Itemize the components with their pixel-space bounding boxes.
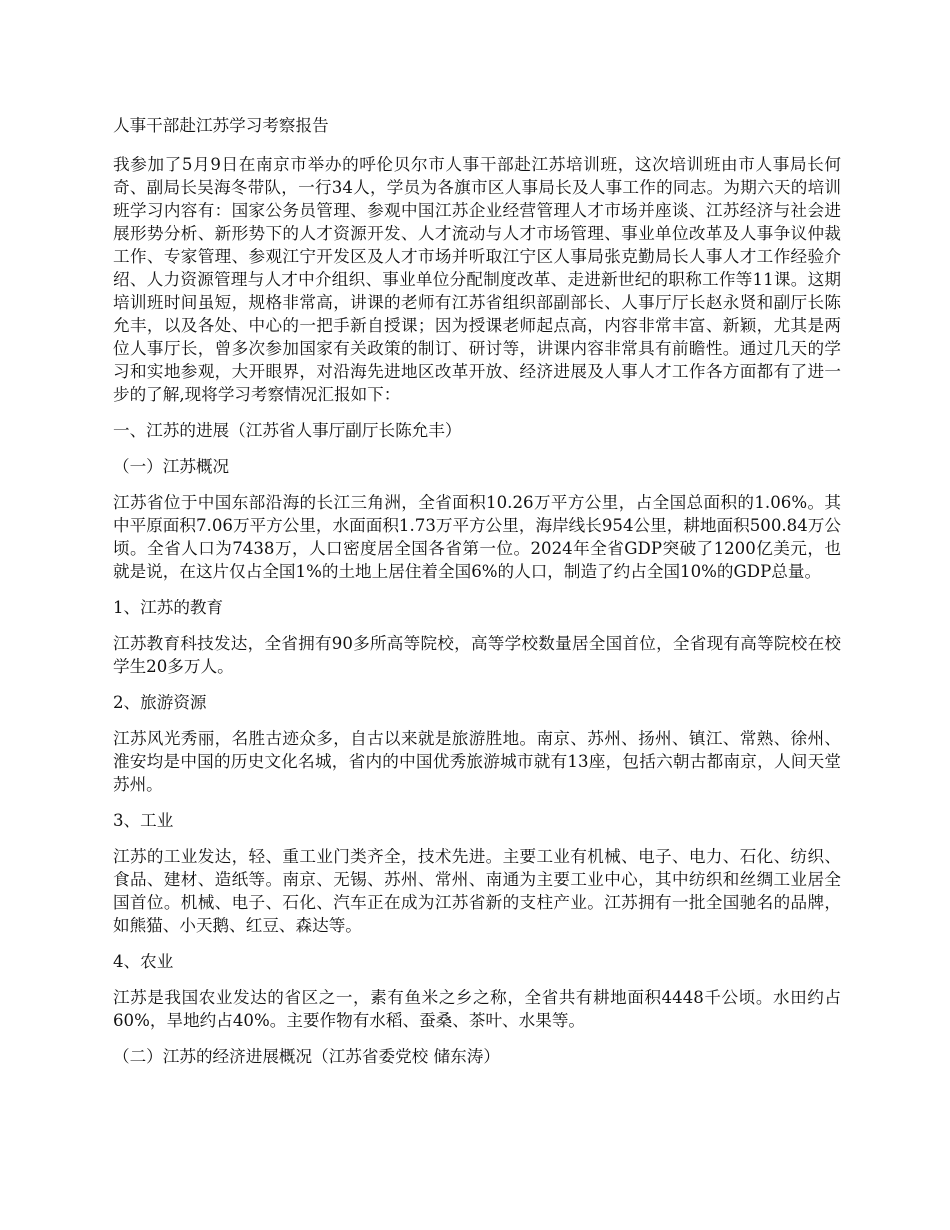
- section-1-heading: 一、江苏的进展（江苏省人事厅副厅长陈允丰）: [113, 421, 462, 440]
- education-heading: 1、江苏的教育: [113, 598, 224, 617]
- subsection-2-heading: （二）江苏的经济进展概况（江苏省委党校 储东涛）: [113, 1047, 500, 1066]
- industry-heading: 3、工业: [113, 811, 174, 830]
- industry-paragraph: 江苏的工业发达，轻、重工业门类齐全，技术先进。主要工业有机械、电子、电力、石化、纺织、食品、建材、造纸等。南京、无锡、苏州、常州、南通为主要工业中心，其中纺织和丝绸工业居全国首位。机械、电子、石化、汽车正在成为江苏省新的支柱产业。江苏拥有一批全国驰名的品牌，如熊猫、小天鹅、红豆、森达等。: [113, 847, 841, 935]
- document-title: 人事干部赴江苏学习考察报告: [113, 116, 329, 135]
- agriculture-paragraph: 江苏是我国农业发达的省区之一，素有鱼米之乡之称，全省共有耕地面积4448千公顷。水田约占60%，旱地约占40%。主要作物有水稻、蚕桑、茶叶、水果等。: [113, 988, 841, 1030]
- overview-paragraph: 江苏省位于中国东部沿海的长江三角洲，全省面积10.26万平方公里，占全国总面积的1.06%。其中平原面积7.06万平方公里，水面面积1.73万平方公里，海岸线长954公里，耕地面积500.84万公顷。全省人口为7438万，人口密度居全国各省第一位。2024年全省GDP突破了1200亿美元，也就是说，在这片仅占全国1%的土地上居住着全国6%的人口，制造了约占全国10%的GDP总量。: [113, 493, 841, 581]
- subsection-1-heading: （一）江苏概况: [113, 457, 230, 476]
- tourism-heading: 2、旅游资源: [113, 693, 207, 712]
- document-page: [113, 114, 841, 1081]
- tourism-paragraph: 江苏风光秀丽，名胜古迹众多，自古以来就是旅游胜地。南京、苏州、扬州、镇江、常熟、徐州、淮安均是中国的历史文化名城，省内的中国优秀旅游城市就有13座，包括六朝古都南京，人间天堂苏州。: [113, 729, 841, 794]
- education-paragraph: 江苏教育科技发达，全省拥有90多所高等院校，高等学校数量居全国首位，全省现有高等院校在校学生20多万人。: [113, 634, 841, 676]
- agriculture-heading: 4、农业: [113, 952, 174, 971]
- intro-paragraph: 我参加了5月9日在南京市举办的呼伦贝尔市人事干部赴江苏培训班，这次培训班由市人事局长何奇、副局长吴海冬带队，一行34人，学员为各旗市区人事局长及人事工作的同志。为期六天的培训班学习内容有：国家公务员管理、参观中国江苏企业经营管理人才市场并座谈、江苏经济与社会进展形势分析、新形势下的人才资源开发、人才流动与人才市场管理、事业单位改革及人事争议仲裁工作、专家管理、参观江宁开发区及人才市场并听取江宁区人事局张克勤局长人事人才工作经验介绍、人力资源管理与人才中介组织、事业单位分配制度改革、走进新世纪的职称工作等11课。这期培训班时间虽短，规格非常高，讲课的老师有江苏省组织部副部长、人事厅厅长赵永贤和副厅长陈允丰，以及各处、中心的一把手新自授课；因为授课老师起点高，内容非常丰富、新颖，尤其是两位人事厅长，曾多次参加国家有关政策的制订、研讨等，讲课内容非常具有前瞻性。通过几天的学习和实地参观，大开眼界，对沿海先进地区改革开放、经济进展及人事人才工作各方面都有了进一步的了解,现将学习考察情况汇报如下：: [113, 155, 841, 404]
